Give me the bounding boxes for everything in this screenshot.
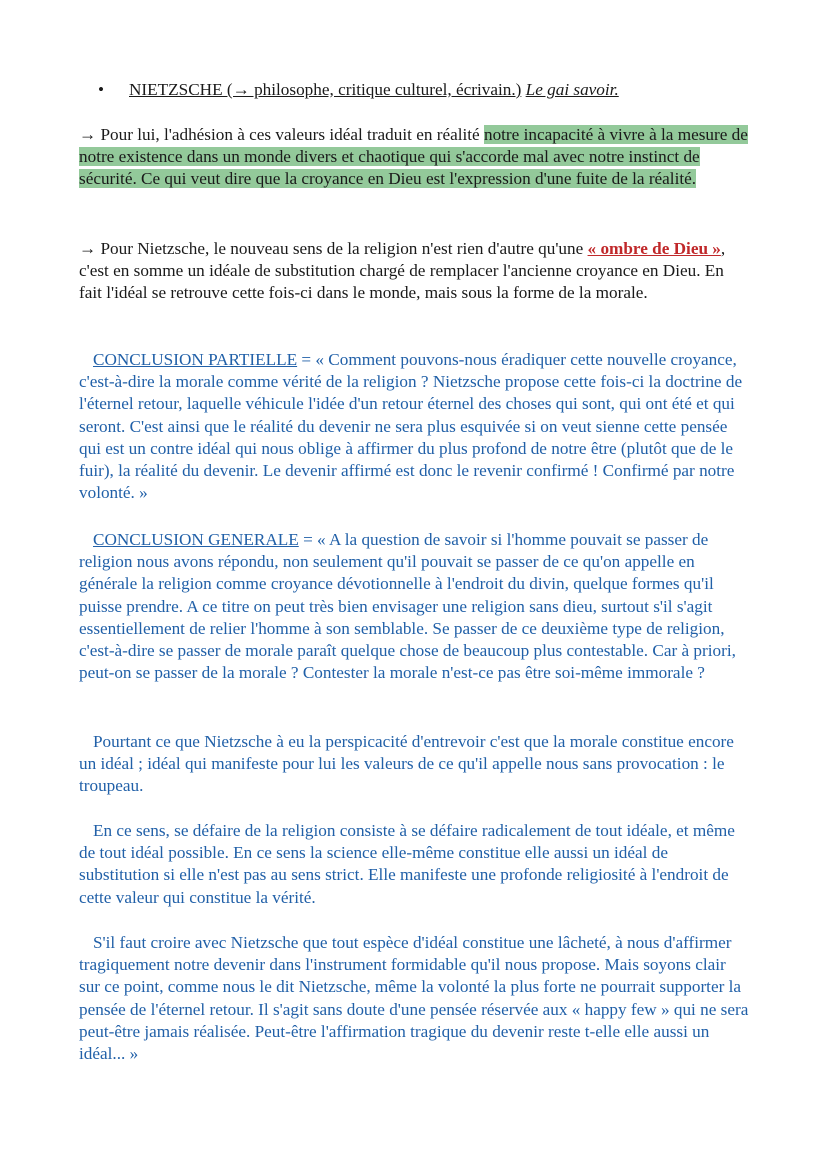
paragraph-en-ce-sens (79, 820, 749, 909)
ombre-text-before: → Pour Nietzsche, le nouveau sens de la religion n'est rien d'autre qu'une (79, 239, 588, 258)
conclusion-generale-text: = « A la question de savoir si l'homme pouvait se passer de religion nous avons répondu, non seulement qu'il pouvait se passer de ce qu'on appelle en générale la religion comme croyance dévotionnelle à l'endroit du divin, quelque formes qu'il puisse prendre. A ce titre on peut très bien envisager une religion sans dieu, surtout s'il s'agit essentiellement de relier l'homme à son semblable. Se passer de ce deuxième type de religion, c'est-à-dire se passer de morale paraît quelque chose de beaucoup plus contestable. Car à priori, peut-on se passer de la morale ? Contester la morale n'est-ce pas être soi-même immorale ? (79, 530, 736, 683)
conclusion-generale-heading: CONCLUSION GENERALE (93, 530, 299, 549)
paragraph-sil-faut (79, 932, 749, 1065)
conclusion-partielle-text: = « Comment pouvons-nous éradiquer cette nouvelle croyance, c'est-à-dire la morale comme vérité de la religion ? Nietzsche propose cette fois-ci la doctrine de l'éternel retour, laquelle véhicule l'idée d'un retour éternel des choses qui sont, qui ont été et qui seront. C'est ainsi que le réalité du devenir ne sera plus esquivée si on veut sienne cette pensée qui est un contre idéal qui nous oblige à affirmer du plus profond de notre être (plutôt que de le fuir), la réalité du devenir. Le devenir affirmé est donc le revenir confirmé ! Confirmé par notre volonté. » (79, 350, 743, 503)
sil-faut-text: S'il faut croire avec Nietzsche que tout espèce d'idéal constitue une lâcheté, à nous d'affirmer tragiquement notre devenir dans l'instrument formidable qu'il nous propose. Mais soyons clair sur ce point, comme nous le dit Nietzsche, même la volonté la plus forte ne pourrait supporter la pensée de l'éternel retour. Il s'agit sans doute d'une pensée réservée aux « happy few » qui ne sera peut-être jamais réalisée. Peut-être l'affirmation tragique du devenir reste t-elle elle aussi un idéal... » (79, 933, 749, 1064)
conclusion-partielle-paragraph (79, 349, 749, 504)
bullet-icon: • (98, 80, 105, 99)
highlighted-passage: notre incapacité à vivre à la mesure de notre existence dans un monde divers et chaotique qui s'accorde mal avec notre instinct de sécurité. Ce qui veut dire que la croyance en Dieu est l'expression d'une fuite de la réalité. (79, 125, 748, 189)
ombre-text-after: , c'est en somme un idéale de substitution chargé de remplacer l'ancienne croyance en Dieu. En fait l'idéal se retrouve cette fois-ci dans le monde, mais sous la forme de la morale. (79, 239, 726, 303)
en-ce-sens-text: En ce sens, se défaire de la religion consiste à se défaire radicalement de tout idéale, et même de tout idéal possible. En ce sens la science elle-même constitue elle aussi un idéal de substitution si elle n'est pas au sens strict. Elle manifeste une profonde religiosité à l'endroit de cette valeur qui constitue la vérité. (79, 821, 735, 907)
adhesion-text: → Pour lui, l'adhésion à ces valeurs idéal traduit en réalité (79, 125, 484, 144)
conclusion-generale-paragraph (79, 529, 749, 684)
bullet-heading (98, 79, 619, 101)
book-title: Le gai savoir. (525, 80, 619, 99)
paragraph-pourtant (79, 731, 749, 798)
ombre-de-dieu-emphasis: « ombre de Dieu » (587, 239, 721, 258)
pourtant-text: Pourtant ce que Nietzsche à eu la perspicacité d'entrevoir c'est que la morale constitue encore un idéal ; idéal qui manifeste pour lui les valeurs de ce qu'il appelle nous sans provocation : le troupeau. (79, 732, 734, 796)
author-line: NIETZSCHE (→ philosophe, critique culturel, écrivain.) (129, 80, 522, 99)
paragraph-adhesion (79, 124, 749, 191)
paragraph-ombre-de-dieu (79, 238, 749, 305)
conclusion-partielle-heading: CONCLUSION PARTIELLE (93, 350, 298, 369)
